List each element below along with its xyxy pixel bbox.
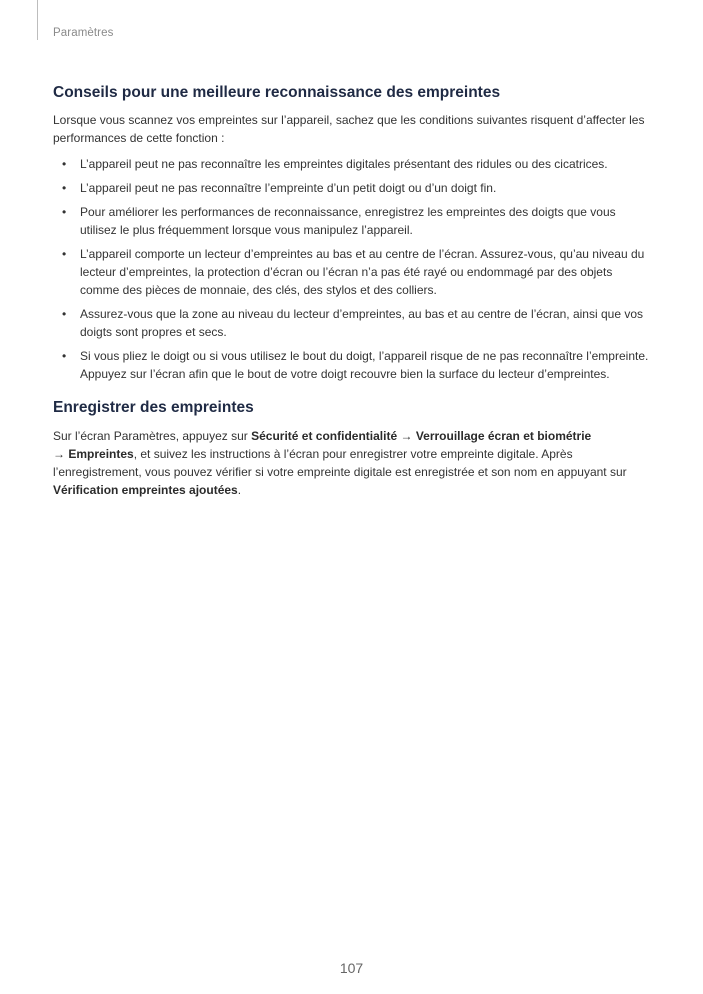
register-heading: Enregistrer des empreintes [53, 399, 254, 416]
list-item-text: L’appareil comporte un lecteur d’empreintes au bas et au centre de l’écran. Assurez-vous, qu’au niveau du lecteur d’empreintes, la protection d’écran ou l’écran n’a pas été rayé ou endommagé par des objets comme des pièces de monnaie, des clés, des stylos et des colliers. [80, 247, 645, 297]
bullet-icon: • [62, 247, 67, 261]
list-item-text: L’appareil peut ne pas reconnaître l’empreinte d’un petit doigt ou d’un doigt fin. [80, 181, 497, 195]
tips-intro: Lorsque vous scannez vos empreintes sur l’appareil, sachez que les conditions suivantes risquent d’affecter les performances de cette fonction : [53, 113, 645, 145]
register-text-3: . [237, 483, 242, 497]
bullet-icon: • [62, 205, 67, 219]
tips-heading: Conseils pour une meilleure reconnaissance des empreintes [53, 84, 501, 101]
register-instructions [53, 427, 653, 499]
arrow-icon: → [397, 429, 416, 443]
bullet-icon: • [62, 181, 67, 195]
list-item-text: Pour améliorer les performances de reconnaissance, enregistrez les empreintes des doigts que vous utilisez le plus fréquemment lorsque vous manipulez l’appareil. [80, 205, 616, 237]
list-item [53, 245, 653, 299]
page-number: 107 [339, 960, 364, 976]
list-item [53, 305, 653, 341]
list-item-text: Assurez-vous que la zone au niveau du lecteur d’empreintes, au bas et au centre de l’écran, ainsi que vos doigts sont propres et secs. [80, 307, 644, 339]
menu-path-lock-screen: Verrouillage écran et biométrie [415, 429, 592, 443]
bullet-icon: • [62, 157, 67, 171]
header-rule [37, 0, 38, 40]
tips-list [53, 155, 653, 383]
menu-path-check-fingerprints: Vérification empreintes ajoutées [53, 483, 238, 497]
register-text-2: , et suivez les instructions à l’écran pour enregistrer votre empreinte digitale. Après l’enregistrement, vous pouvez vérifier si votre empreinte digitale est enregistrée et son nom en appuyant sur [53, 447, 627, 479]
list-item [53, 347, 653, 383]
bullet-icon: • [62, 307, 67, 321]
list-item-text: L’appareil peut ne pas reconnaître les empreintes digitales présentant des ridules ou des cicatrices. [80, 157, 608, 171]
list-item-text: Si vous pliez le doigt ou si vous utilisez le bout du doigt, l’appareil risque de ne pas reconnaître l’empreinte. Appuyez sur l’écran afin que le bout de votre doigt recouvre bien la surface du lecteur d’empreintes. [80, 349, 649, 381]
register-text-1: Sur l’écran Paramètres, appuyez sur [53, 429, 252, 443]
arrow-icon: → [53, 447, 69, 461]
bullet-icon: • [62, 349, 67, 363]
list-item [53, 179, 653, 197]
list-item [53, 203, 653, 239]
menu-path-security: Sécurité et confidentialité [251, 429, 398, 443]
running-header: Paramètres [53, 27, 114, 39]
page-content [53, 84, 653, 499]
list-item [53, 155, 653, 173]
menu-path-fingerprints: Empreintes [68, 447, 134, 461]
